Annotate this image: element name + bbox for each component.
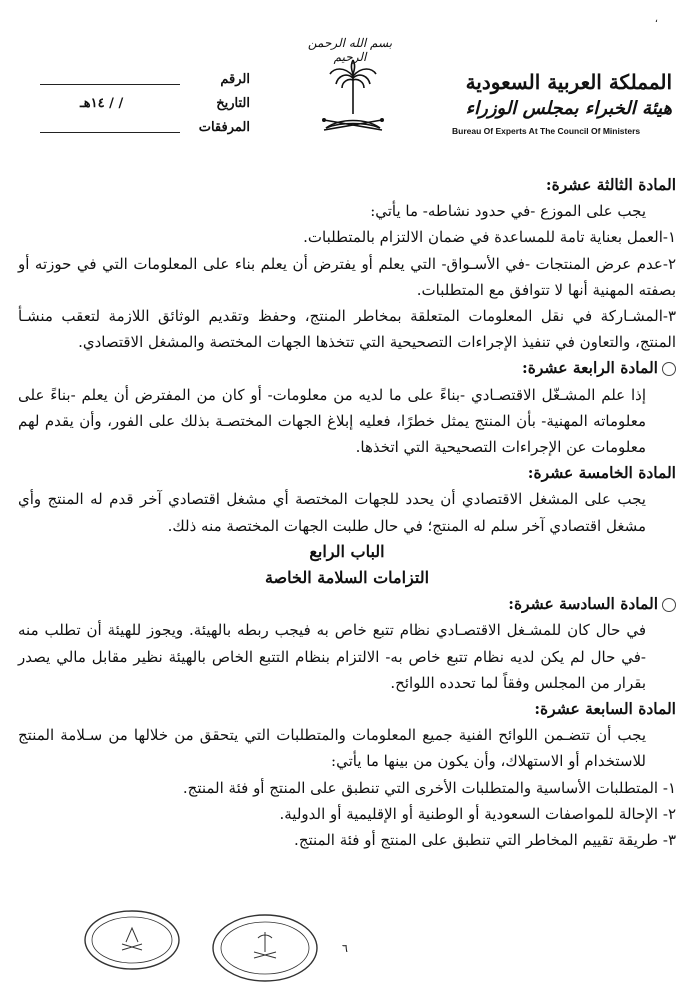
article-17-item-1: ١- المتطلبات الأساسية والمتطلبات الأخرى التي تنطبق على المنتج أو فئة المنتج.	[182, 778, 676, 797]
reference-label: الرقم	[220, 72, 250, 87]
corner-mark: ،	[654, 14, 658, 25]
letterhead-left	[40, 72, 250, 144]
reference-row	[40, 72, 250, 96]
date-label: التاريخ	[216, 96, 250, 111]
palm-swords-emblem-icon	[318, 56, 388, 140]
date-value: / / ١٤هـ	[80, 96, 124, 111]
attachments-row	[40, 120, 250, 144]
basmala: بسم الله الرحمن الرحيم	[307, 36, 393, 64]
article-16-text: في حال كان للمشـغل الاقتصـادي نظام تتبع خاص به فيجب ربطه بالهيئة. ويجوز للهيئة أن تطلب منه -في حال لم يكن لديه نظام تتبع خاص به- الالتزام بنظام التتبع الخاص بالهيئة نظير مقابل مالي يصدر بقرار من المجلس وفقاً لما تحدده اللوائح.	[18, 621, 646, 692]
chapter-title: الباب الرابع	[309, 541, 385, 561]
reference-line	[40, 84, 180, 85]
article-13-intro: يجب على الموزع -في حدود نشاطه- ما يأتي:	[370, 202, 646, 221]
official-stamp-1	[82, 908, 182, 976]
article-13-item-2: ٢-عدم عرض المنتجات -في الأسـواق- التي يعلم أو يفترض أن يعلم بناء على المعلومات التي في حوزته أو بصفته المهنية أنها لا تتوافق مع المتطلبات.	[18, 254, 676, 299]
article-17-item-2: ٢- الإحالة للمواصفات السعودية أو الوطنية أو الإقليمية أو الدولية.	[279, 804, 676, 823]
article-17-item-3: ٣- طريقة تقييم المخاطر التي تنطبق على المنتج أو فئة المنتج.	[294, 831, 676, 850]
article-14-title: المادة الرابعة عشرة:	[522, 358, 658, 378]
article-13-item-3: ٣-المشـاركة في نقل المعلومات المتعلقة بمخاطر المنتج، وحفظ وتقديم الوثائق اللازمة لتعقب منشـأ المنتج، والتعاون في تنفيذ الإجراءات التصحيحية التي تتخذها الجهات المختصة والمشغل الاقتصادي.	[18, 307, 676, 352]
article-14-heading	[18, 355, 676, 381]
article-15-title: المادة الخامسة عشرة:	[527, 463, 676, 483]
article-13-item-1: ١-العمل بعناية تامة للمساعدة في ضمان الالتزام بالمتطلبات.	[303, 228, 676, 247]
official-stamp-2	[210, 912, 320, 988]
agency-name-english: Bureau Of Experts At The Council Of Ministers	[452, 126, 641, 136]
punch-hole-icon	[662, 362, 676, 376]
article-14-text: إذا علم المشـغّل الاقتصـادي -بناءً على ما لديه من معلومات- أو كان من المفترض أن يعلم -بناءً على معلوماته المهنية- بأن المنتج يمثل خطرًا، فعليه إبلاغ الجهات المختصـة بذلك على الفور، وأن يقدم لهم معلومات عن الإجراءات التصحيحية التي اتخذها.	[18, 385, 646, 457]
attachments-line	[40, 132, 180, 133]
article-15-text: يجب على المشغل الاقتصادي أن يحدد للجهات المختصة أي مشغل اقتصادي آخر قدم له المنتج وأي مشغل اقتصادي آخر سلم له المنتج؛ في حال طلبت الجهات المختصة منه ذلك.	[18, 490, 646, 535]
article-16-heading	[18, 591, 676, 617]
agency-name: هيئة الخبراء بمجلس الوزراء	[465, 98, 672, 119]
attachments-label: المرفقات	[198, 120, 250, 135]
date-row	[40, 96, 250, 120]
chapter-subtitle: التزامات السلامة الخاصة	[264, 568, 430, 588]
page-number: ٦	[342, 942, 348, 955]
kingdom-name: المملكة العربية السعودية	[465, 70, 672, 94]
document-body	[18, 172, 676, 853]
letterhead-right	[452, 70, 672, 136]
article-17-intro: يجب أن تتضـمن اللوائح الفنية جميع المعلومات والمتطلبات التي يتحقق من خلالها من سـلامة المنتج للاستخدام أو الاستهلاك، وأن يكون من بينها ما يأتي:	[18, 726, 646, 771]
punch-hole-icon	[662, 598, 676, 612]
article-13-title: المادة الثالثة عشرة:	[545, 175, 676, 194]
article-17-title: المادة السابعة عشرة:	[534, 699, 676, 719]
article-16-title: المادة السادسة عشرة:	[508, 594, 658, 614]
